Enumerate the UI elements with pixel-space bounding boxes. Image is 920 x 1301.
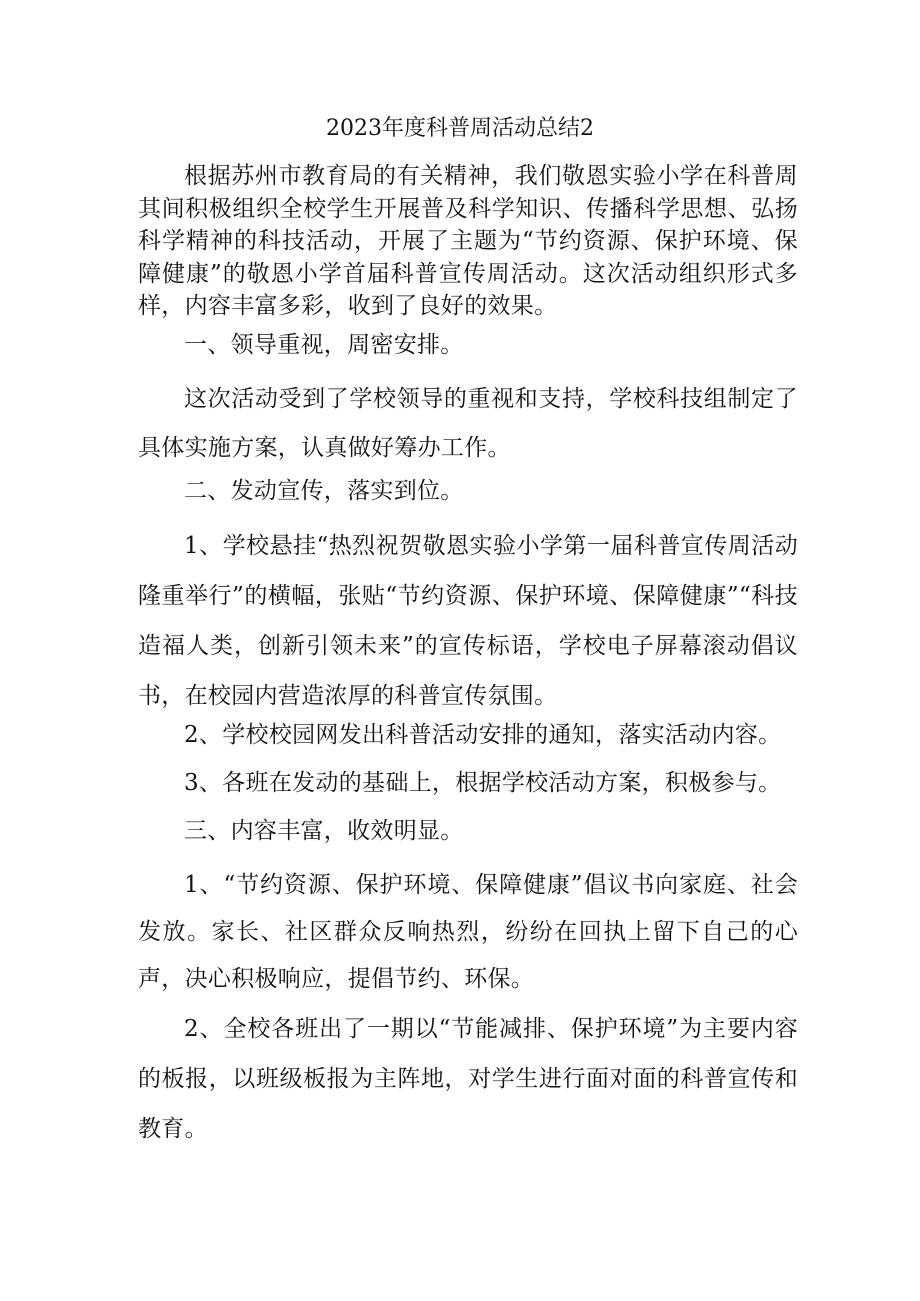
section-2-item-1: 1、学校悬挂“热烈祝贺敬恩实验小学第一届科普宣传周活动隆重举行”的横幅，张贴“节约资源、保护环境、保障健康”“科技造福人类，创新引领未来”的宣传标语，学校电子屏幕滚动倡议书，在校园内营造浓厚的科普宣传氛围。 (138, 533, 798, 709)
section-3-item-1: 1、“节约资源、保护环境、保障健康”倡议书向家庭、社会发放。家长、社区群众反响热烈，纷纷在回执上留下自己的心声，决心积极响应，提倡节约、环保。 (138, 872, 798, 992)
section-2-item-3: 3、各班在发动的基础上，根据学校活动方案，积极参与。 (184, 770, 782, 796)
section-2-item-2: 2、学校校园网发出科普活动安排的通知，落实活动内容。 (184, 722, 782, 748)
document-title: 2023年度科普周活动总结2 (326, 116, 594, 141)
section-heading-2: 二、发动宣传，落实到位。 (184, 478, 464, 504)
section-heading-3: 三、内容丰富，收效明显。 (184, 818, 464, 844)
intro-paragraph: 根据苏州市教育局的有关精神，我们敬恩实验小学在科普周其间积极组织全校学生开展普及科学知识、传播科学思想、弘扬科学精神的科技活动，开展了主题为“节约资源、保护环境、保障健康”的敬恩小学首届科普宣传周活动。这次活动组织形式多样，内容丰富多彩，收到了良好的效果。 (138, 163, 798, 319)
section-3-item-2: 2、全校各班出了一期以“节能减排、保护环境”为主要内容的板报，以班级板报为主阵地，对学生进行面对面的科普宣传和教育。 (138, 1016, 798, 1142)
section-1-paragraph: 这次活动受到了学校领导的重视和支持，学校科技组制定了具体实施方案，认真做好筹办工作。 (138, 386, 798, 461)
section-heading-1: 一、领导重视，周密安排。 (184, 332, 464, 358)
